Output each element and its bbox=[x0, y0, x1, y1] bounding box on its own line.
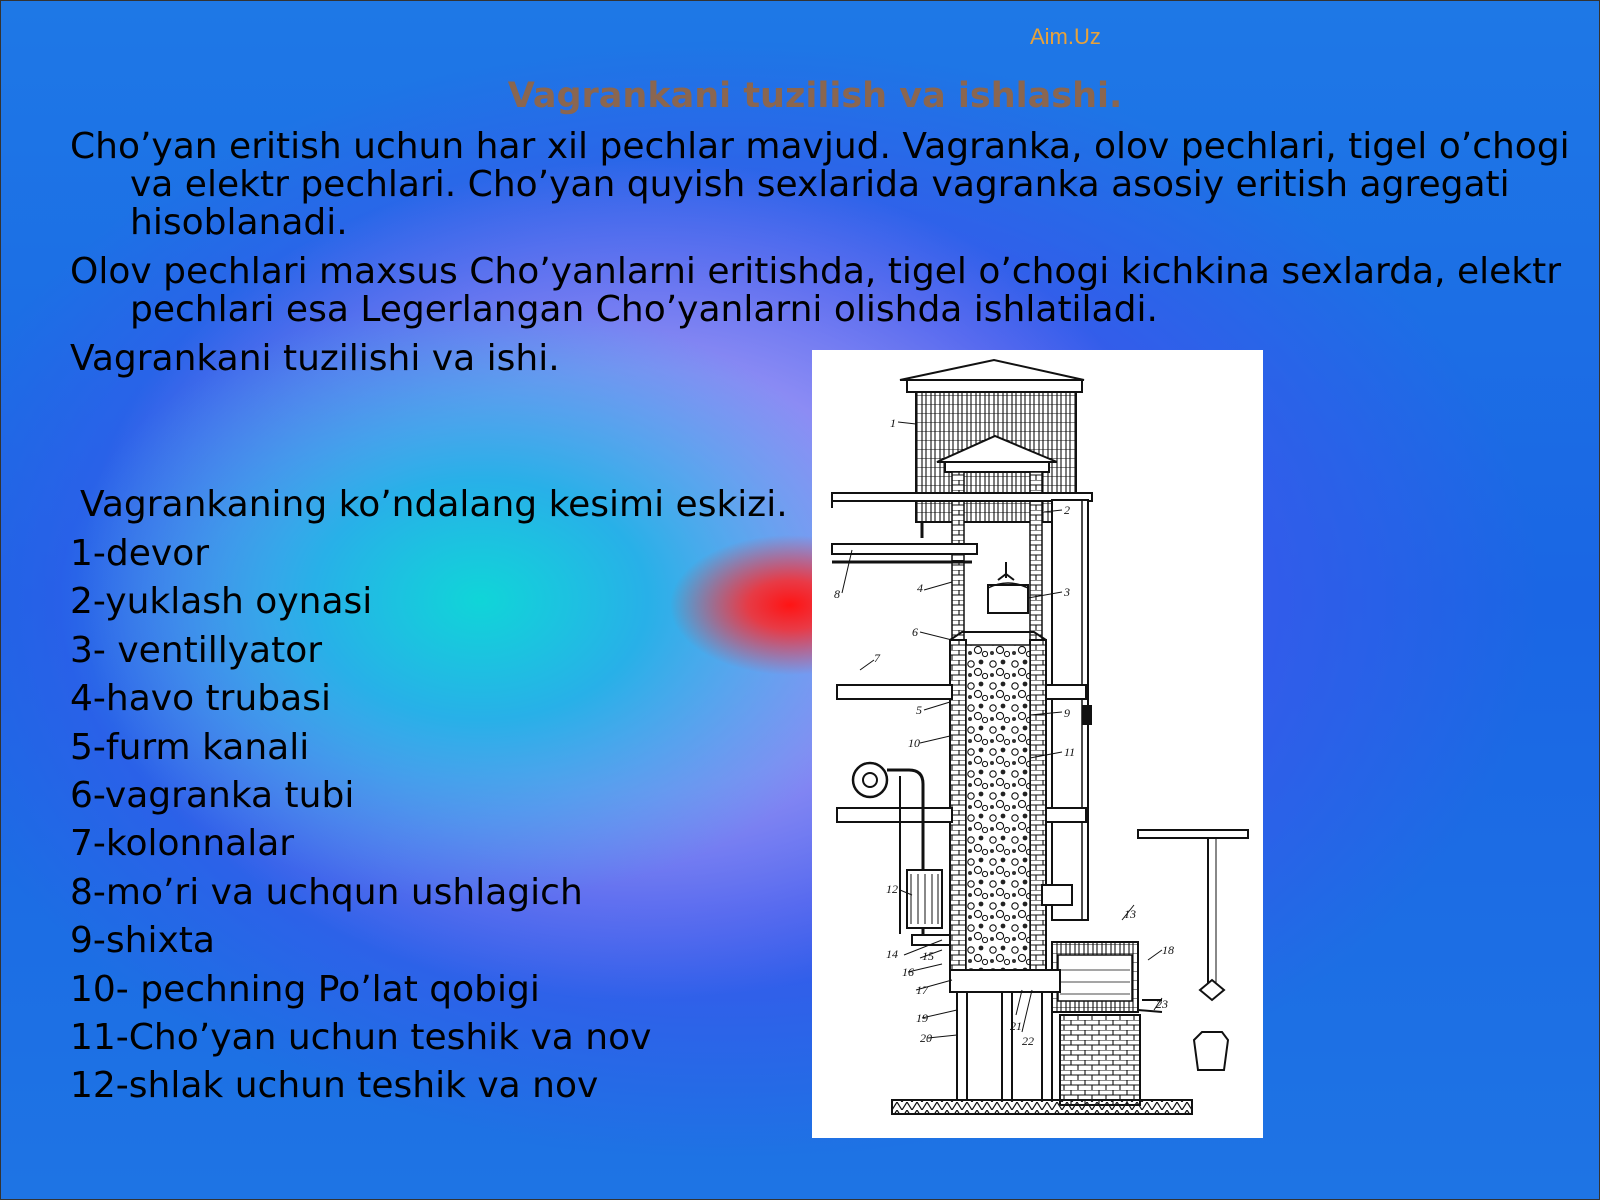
legend-item: 8-mo’ri va uchqun ushlagich bbox=[70, 871, 583, 913]
label-18: 18 bbox=[1162, 943, 1174, 957]
legend-item: 11-Cho’yan uchun teshik va nov bbox=[70, 1016, 652, 1058]
label-9: 9 bbox=[1064, 706, 1070, 720]
label-14: 14 bbox=[886, 947, 898, 961]
label-6: 6 bbox=[912, 625, 918, 639]
site-watermark: Aim.Uz bbox=[1030, 24, 1101, 49]
diagram-caption: Vagrankaning ko’ndalang kesimi eskizi. bbox=[80, 484, 788, 525]
slide-title: Vagrankani tuzilish va ishlashi. bbox=[507, 76, 1123, 116]
legend-list bbox=[70, 530, 651, 1111]
cupola-furnace-diagram bbox=[812, 350, 1263, 1138]
legend-item: 10- pechning Po’lat qobigi bbox=[70, 968, 540, 1010]
label-5: 5 bbox=[916, 703, 922, 717]
label-22: 22 bbox=[1022, 1034, 1034, 1048]
label-8: 8 bbox=[834, 587, 840, 601]
right-structure bbox=[1052, 500, 1092, 920]
legend-item: 2-yuklash oynasi bbox=[70, 581, 373, 623]
ladle-crane bbox=[1138, 830, 1248, 1070]
label-7: 7 bbox=[874, 651, 880, 665]
furnace-legs bbox=[892, 970, 1192, 1114]
cupola-drawing bbox=[812, 350, 1263, 1138]
paragraph-usage: Olov pechlari maxsus Cho’yanlarni eritishda, tigel o’chogi kichkina sexlarda, elektr pechlari esa Legerlangan Cho’yanlarni olishda ishlatiladi. bbox=[70, 251, 1562, 330]
paragraph-structure: Vagrankani tuzilishi va ishi. bbox=[70, 338, 560, 379]
legend-item: 4-havo trubasi bbox=[70, 678, 331, 720]
legend-item: 1-devor bbox=[70, 533, 210, 574]
label-20: 20 bbox=[920, 1031, 932, 1045]
legend-item: 9-shixta bbox=[70, 920, 215, 962]
label-1: 1 bbox=[890, 416, 896, 430]
label-10: 10 bbox=[908, 736, 920, 750]
label-23: 23 bbox=[1156, 997, 1168, 1011]
label-15: 15 bbox=[922, 949, 934, 963]
legend-item: 6-vagranka tubi bbox=[70, 774, 355, 816]
legend-item: 3- ventillyator bbox=[70, 629, 323, 671]
label-4: 4 bbox=[917, 581, 923, 595]
label-11: 11 bbox=[1064, 745, 1076, 759]
fan-and-air-pipe bbox=[853, 763, 950, 945]
furnace-shaft bbox=[950, 632, 1046, 970]
label-16: 16 bbox=[902, 965, 914, 979]
legend-item: 12-shlak uchun teshik va nov bbox=[70, 1065, 599, 1107]
legend-item: 7-kolonnalar bbox=[70, 823, 295, 865]
label-12: 12 bbox=[886, 882, 898, 896]
label-21: 21 bbox=[1010, 1019, 1022, 1033]
label-2: 2 bbox=[1064, 503, 1070, 517]
label-13: 13 bbox=[1124, 907, 1136, 921]
legend-item: 5-furm kanali bbox=[70, 726, 310, 768]
label-19: 19 bbox=[916, 1011, 928, 1025]
label-3: 3 bbox=[1064, 585, 1070, 599]
paragraph-furnaces: Cho’yan eritish uchun har xil pechlar mavjud. Vagranka, olov pechlari, tigel o’chogi va elektr pechlari. Cho’yan quyish sexlarida vagranka asosiy eritish agregati hisoblanadi. bbox=[70, 126, 1570, 243]
label-17: 17 bbox=[916, 983, 928, 997]
